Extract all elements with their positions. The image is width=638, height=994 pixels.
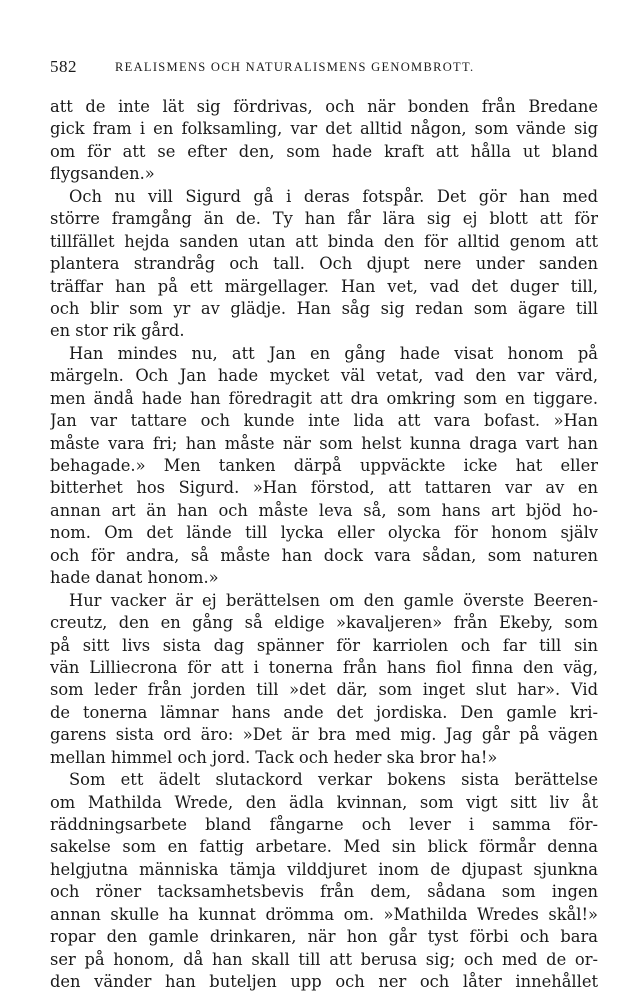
text-line: en stor rik gård. xyxy=(50,321,185,341)
text-line: mellan himmel och jord. Tack och heder ska bror ha!» xyxy=(50,747,498,767)
text-line: annan skulle ha kunnat drömma om. »Mathilda Wredes skål!» xyxy=(50,904,598,924)
paragraph-start-line: Som ett ädelt slutackord verkar bokens sista berättelse xyxy=(69,770,598,790)
text-line: tillfället hejda sanden utan att binda den för alltid genom att xyxy=(50,231,598,251)
paragraph-start-line: Han mindes nu, att Jan en gång hade visat honom på xyxy=(69,343,598,363)
text-line: om för att se efter den, som hade kraft att hålla ut bland xyxy=(50,141,598,161)
text-line: garens sista ord äro: »Det är bra med mig. Jag går på vägen xyxy=(50,725,598,745)
body-text xyxy=(50,96,598,994)
running-title: REALISMENS OCH NATURALISMENS GENOMBROTT. xyxy=(115,60,475,74)
text-line: vän Lilliecrona för att i tonerna från hans fiol finna den väg, xyxy=(50,657,598,677)
paragraph-start-line: Hur vacker är ej berättelsen om den gamle överste Beeren- xyxy=(69,590,598,610)
text-line: bitterhet hos Sigurd. »Han förstod, att tattaren var av en xyxy=(50,478,598,498)
text-line: flygsanden.» xyxy=(50,164,155,184)
text-line: men ändå hade han föredragit att dra omkring som en tiggare. xyxy=(50,388,598,408)
text-line: större framgång än de. Ty han får lära sig ej blott att för xyxy=(50,209,598,229)
text-line: sakelse som en fattig arbetare. Med sin blick förmår denna xyxy=(50,837,598,857)
text-line: den vänder han buteljen upp och ner och låter innehållet xyxy=(50,972,598,992)
text-line: och för andra, så måste han dock vara sådan, som naturen xyxy=(50,545,598,565)
text-line: och blir som yr av glädje. Han såg sig redan som ägare till xyxy=(50,298,598,318)
text-line: som leder från jorden till »det där, som inget slut har». Vid xyxy=(50,680,598,700)
text-line: måste vara fri; han måste när som helst kunna draga vart han xyxy=(50,433,598,453)
text-line: gick fram i en folksamling, var det alltid någon, som vände sig xyxy=(50,119,598,139)
text-line: behagade.» Men tanken därpå uppväckte icke hat eller xyxy=(50,456,598,475)
text-line: plantera strandråg och tall. Och djupt nere under sanden xyxy=(50,254,598,274)
page-header xyxy=(50,57,598,81)
text-line: att de inte lät sig fördrivas, och när bonden från Bredane xyxy=(50,97,598,116)
text-line: träffar han på ett märgellager. Han vet, vad det duger till, xyxy=(50,276,598,296)
text-line: helgjutna människa tämja vilddjuret inom de djupast sjunkna xyxy=(50,859,598,879)
text-line: de tonerna lämnar hans ande det jordiska. Den gamle kri- xyxy=(50,702,598,722)
text-line: om Mathilda Wrede, den ädla kvinnan, som vigt sitt liv åt xyxy=(50,792,598,812)
text-line: nom. Om det lände till lycka eller olycka för honom själv xyxy=(50,523,598,543)
text-line: ser på honom, då han skall till att berusa sig; och med de or- xyxy=(50,949,598,969)
text-line: annan art än han och måste leva så, som hans art bjöd ho- xyxy=(50,500,598,520)
text-line: märgeln. Och Jan hade mycket väl vetat, vad den var värd, xyxy=(50,366,598,386)
paragraph-start-line: Och nu vill Sigurd gå i deras fotspår. Det gör han med xyxy=(69,186,598,206)
text-line: creutz, den en gång så eldige »kavaljeren» från Ekeby, som xyxy=(50,613,598,633)
text-line: ropar den gamle drinkaren, när hon går tyst förbi och bara xyxy=(50,927,598,947)
text-line: räddningsarbete bland fångarne och lever i samma för- xyxy=(50,815,598,834)
text-line: på sitt livs sista dag spänner för karriolen och far till sin xyxy=(50,635,598,655)
text-line: hade danat honom.» xyxy=(50,568,219,588)
text-line: och röner tacksamhetsbevis från dem, sådana som ingen xyxy=(50,882,598,902)
page-number: 582 xyxy=(50,57,77,76)
text-line: Jan var tattare och kunde inte lida att vara bofast. »Han xyxy=(50,411,598,431)
